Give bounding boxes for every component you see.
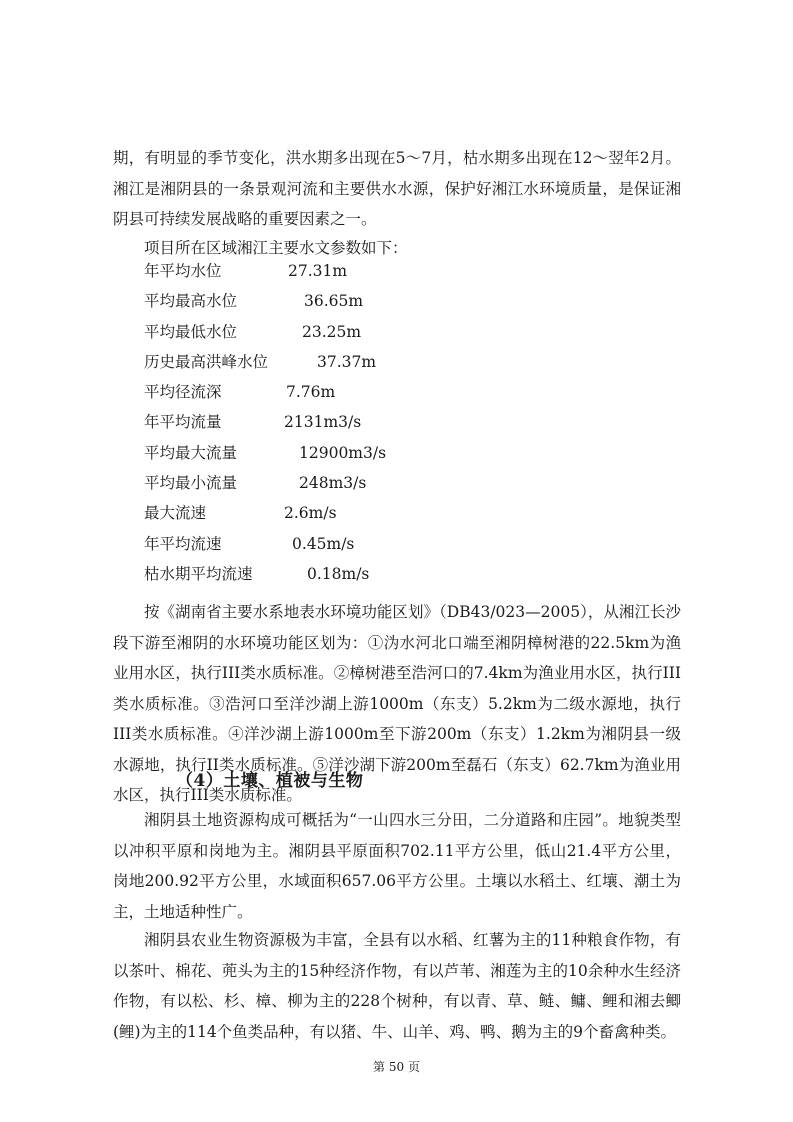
paragraph-hydrology-intro: 期，有明显的季节变化，洪水期多出现在5～7月，枯水期多出现在12～翌年2月。湘江是湘阴县的一条景观河流和主要供水水源，保护好湘江水环境质量，是保证湘阴县可持续发展战略的重要因素之一。 [113, 149, 681, 228]
param-value: 7.76m [286, 383, 336, 402]
param-row [144, 438, 584, 468]
param-value: 23.25m [302, 322, 362, 341]
param-name: 平均径流深 [144, 383, 222, 402]
paragraph-biological-resources: 湘阴县农业生物资源极为丰富，全县有以水稻、红薯为主的11种粮食作物，有以茶叶、棉花、蔸头为主的15种经济作物，有以芦苇、湘莲为主的10余种水生经济作物，有以松、杉、樟、柳为主的228个树种，有以青、草、鲢、鳙、鲤和湘去鲫(鲤)为主的114个鱼类品种，有以猪、牛、山羊、鸡、鸭、鹅为主的9个畜禽种类。 [113, 931, 681, 1041]
param-value: 0.18m/s [307, 564, 370, 583]
param-row [144, 286, 584, 316]
page-number: 第 50 页 [373, 1060, 420, 1074]
param-row [144, 317, 584, 347]
param-name: 年平均水位 [144, 262, 222, 280]
param-value: 0.45m/s [292, 534, 355, 553]
param-name: 平均最高水位 [144, 292, 238, 311]
param-name: 枯水期平均流速 [144, 564, 253, 583]
param-name: 平均最大流量 [144, 443, 238, 462]
param-value: 36.65m [304, 292, 364, 311]
param-value: 27.31m [288, 262, 348, 280]
param-name: 年平均流速 [144, 534, 222, 553]
param-name: 最大流速 [144, 504, 207, 523]
param-row [144, 559, 584, 589]
param-value: 37.37m [317, 352, 377, 371]
param-name: 平均最小流量 [144, 474, 238, 493]
param-name: 历史最高洪峰水位 [144, 352, 269, 371]
paragraph-water-function-zoning: 按《湖南省主要水系地表水环境功能区划》（DB43/023—2005），从湘江长沙段下游至湘阴的水环境功能区划为：①沩水河北口端至湘阴樟树港的22.5km为渔业用水区，执行III类水质标准。②樟树港至浩河口的7.4km为渔业用水区，执行III类水质标准。③浩河口至洋沙湖上游1000m（东支）5.2km为二级水源地，执行III类水质标准。④洋沙湖上游1000m至下游200m（东支）1.2km为湘阴县一级水源地，执行II类水质标准。⑤洋沙湖下游200m至磊石（东支）62.7km为渔业用水区，执行III类水质标准。 [113, 603, 681, 804]
paragraph-land-resources: 湘阴县土地资源构成可概括为“一山四水三分田，二分道路和庄园”。地貌类型以冲积平原和岗地为主。湘阴县平原面积702.11平方公里，低山21.4平方公里，岗地200.92平方公里，水域面积657.06平方公里。土壤以水稻土、红壤、潮土为主，土地适种性广。 [113, 811, 681, 921]
param-name: 年平均流量 [144, 413, 222, 432]
param-row [144, 498, 584, 528]
param-row [144, 377, 584, 407]
param-value: 12900m3/s [299, 443, 387, 462]
param-row [144, 468, 584, 498]
paragraph-params-intro: 项目所在区域湘江主要水文参数如下： [144, 239, 408, 257]
param-name: 平均最低水位 [144, 322, 238, 341]
hydro-params-list [144, 256, 584, 589]
section-heading: （4）土壤、植被与生物 [176, 771, 364, 791]
param-row [144, 407, 584, 437]
param-value: 2.6m/s [284, 504, 337, 523]
param-row [144, 529, 584, 559]
param-row [144, 256, 584, 286]
param-value: 2131m3/s [284, 413, 362, 432]
param-value: 248m3/s [299, 474, 367, 493]
param-row [144, 347, 584, 377]
